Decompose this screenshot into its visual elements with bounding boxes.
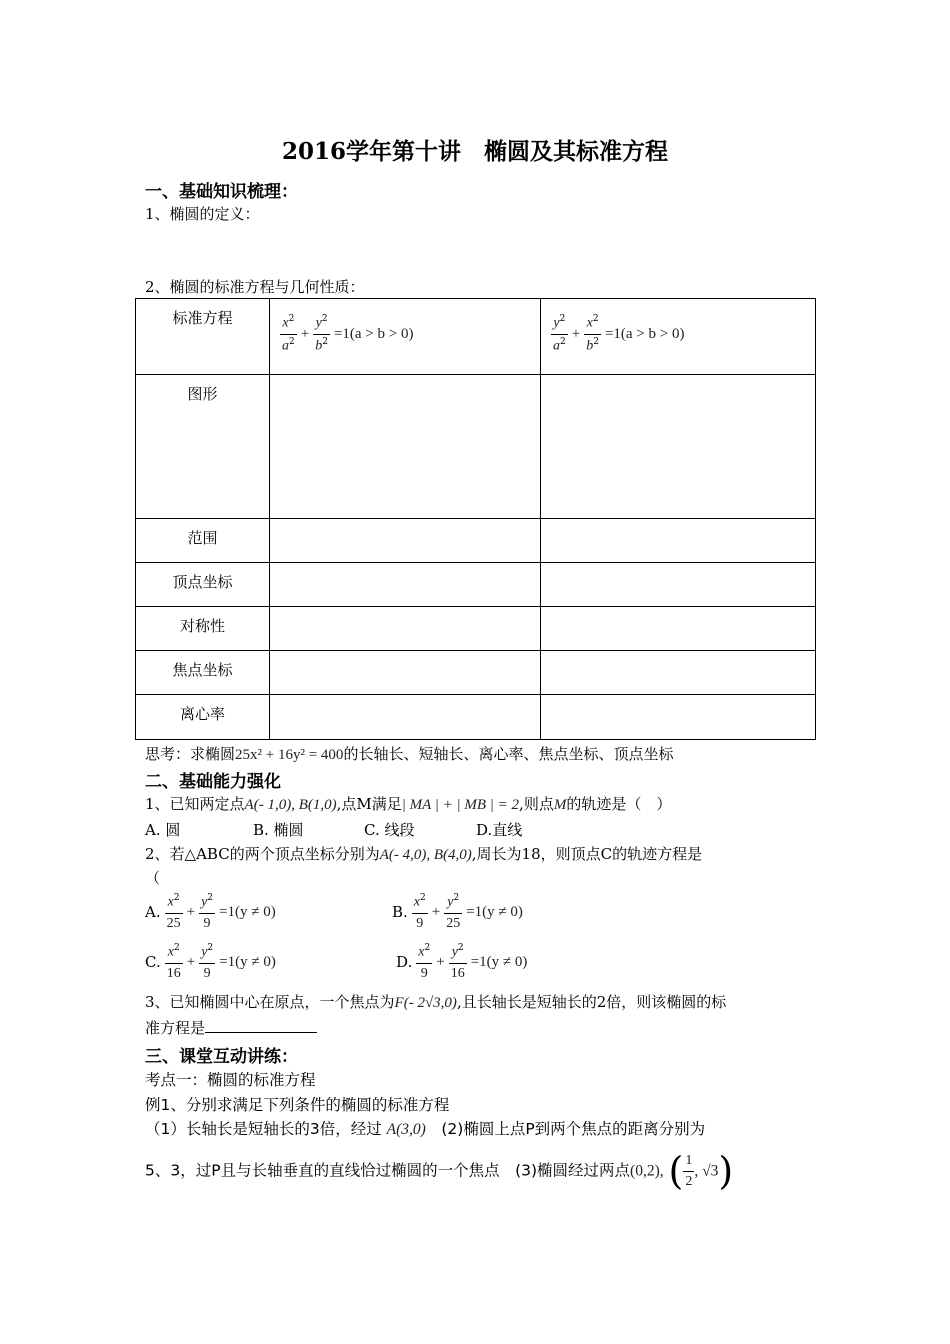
table-row bbox=[136, 519, 816, 563]
q1-option-b: B. 椭圆 bbox=[253, 821, 304, 839]
table-row bbox=[136, 651, 816, 695]
topic-line: 考点一：椭圆的标准方程 bbox=[145, 1071, 316, 1089]
q2-option-c: C. $\frac{x^2}{16}$ + $\frac{y^2}{9}$ =1(y ≠ 0) bbox=[145, 943, 276, 981]
question-1: 1、已知两定点A(- 1,0), B(1,0),点M满足| MA | + | MB | = 2,则点M的轨迹是（ ） bbox=[145, 795, 672, 813]
eq-cell-horizontal bbox=[270, 299, 541, 375]
table-row bbox=[136, 375, 816, 519]
example-line-1: （1）长轴长是短轴长的3倍，经过 A(3,0) (2)椭圆上点P到两个焦点的距离分别为 bbox=[145, 1120, 706, 1138]
q2-option-a: A. $\frac{x^2}{25}$ + $\frac{y^2}{9}$ =1(y ≠ 0) bbox=[145, 893, 276, 931]
standard-eq-item: 2、椭圆的标准方程与几何性质： bbox=[145, 278, 365, 296]
definition-item: 1、椭圆的定义： bbox=[145, 205, 260, 223]
table-row bbox=[136, 607, 816, 651]
question-2: 2、若△ABC的两个顶点坐标分别为A(- 4,0), B(4,0),周长为18，则顶点C的轨迹方程是 bbox=[145, 845, 703, 863]
row-label: 标准方程 bbox=[136, 299, 270, 375]
row-label: 离心率 bbox=[136, 695, 270, 740]
q2-option-b: B. $\frac{x^2}{9}$ + $\frac{y^2}{25}$ =1(y ≠ 0) bbox=[392, 893, 523, 931]
q1-option-d: D.直线 bbox=[476, 821, 523, 839]
answer-blank bbox=[205, 1017, 317, 1033]
section1-heading: 一、基础知识梳理： bbox=[145, 182, 298, 202]
table-row bbox=[136, 695, 816, 740]
section3-heading: 三、课堂互动讲练： bbox=[145, 1047, 298, 1067]
question-3: 3、已知椭圆中心在原点，一个焦点为F(- 2√3,0),且长轴长是短轴长的2倍，则该椭圆的标 bbox=[145, 993, 727, 1011]
question-3-line2: 准方程是 bbox=[145, 1017, 317, 1038]
row-label: 范围 bbox=[136, 519, 270, 563]
eq-cell-vertical bbox=[541, 299, 816, 375]
page-title: 2016学年第十讲 椭圆及其标准方程 bbox=[281, 138, 668, 165]
eq-vertical: $\frac{y^2}{a^2}$ + $\frac{x^2}{b^2}$ =1(a > b > 0) bbox=[553, 314, 685, 354]
question-2-cont: （ bbox=[145, 869, 161, 887]
example-line: 例1、分别求满足下列条件的椭圆的标准方程 bbox=[145, 1096, 450, 1114]
q2-option-d: D. $\frac{x^2}{9}$ + $\frac{y^2}{16}$ =1(y ≠ 0) bbox=[396, 943, 528, 981]
q1-option-c: C. 线段 bbox=[364, 821, 415, 839]
section2-heading: 二、基础能力强化 bbox=[145, 772, 281, 792]
eq-horizontal: $\frac{x^2}{a^2}$ + $\frac{y^2}{b^2}$ =1(a > b > 0) bbox=[282, 314, 414, 354]
ellipse-properties-table bbox=[135, 298, 816, 740]
row-label: 图形 bbox=[136, 375, 270, 519]
example-line-2: 5、3，过P且与长轴垂直的直线恰过椭圆的一个焦点 (3)椭圆经过两点(0,2), ( $\frac{1}{2}$ , √3) bbox=[145, 1149, 734, 1193]
table-row bbox=[136, 563, 816, 607]
row-label: 焦点坐标 bbox=[136, 651, 270, 695]
row-label: 顶点坐标 bbox=[136, 563, 270, 607]
think-question: 思考：求椭圆25x² + 16y² = 400的长轴长、短轴长、离心率、焦点坐标、顶点坐标 bbox=[145, 745, 674, 763]
table-row bbox=[136, 299, 816, 375]
q1-option-a: A. 圆 bbox=[145, 821, 181, 839]
row-label: 对称性 bbox=[136, 607, 270, 651]
